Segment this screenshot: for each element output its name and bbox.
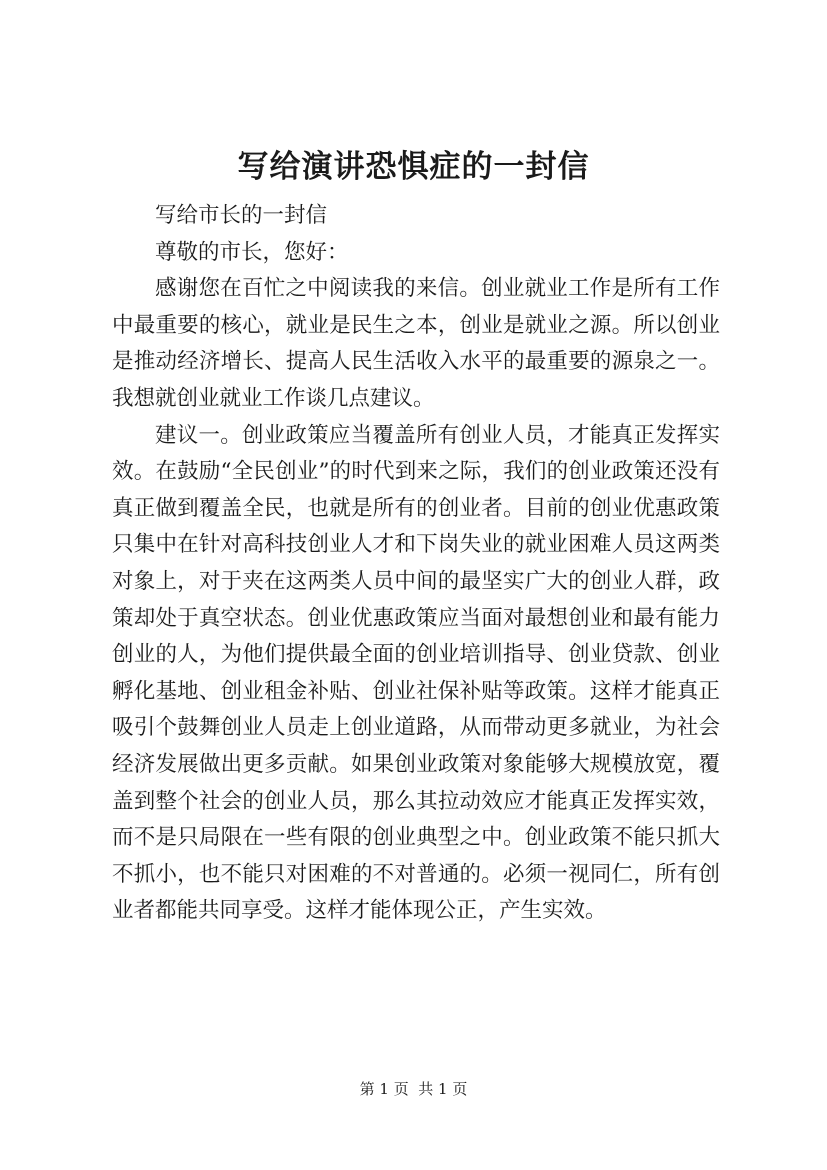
document-body [112, 198, 720, 930]
paragraph-greeting: 尊敬的市长，您好： [155, 239, 349, 265]
paragraph-subject: 写给市长的一封信 [155, 203, 328, 228]
paragraph-intro: 感谢您在百忙之中阅读我的来信。创业就业工作是所有工作中最重要的核心，就业是民生之本，创业是就业之源。所以创业是推动经济增长、提高人民生活收入水平的最重要的源泉之一。我想就创业就业工作谈几点建议。 [112, 276, 720, 411]
page-footer [0, 1079, 827, 1099]
paragraph-suggestion-one: 建议一。创业政策应当覆盖所有创业人员，才能真正发挥实效。在鼓励“全民创业”的时代到来之际，我们的创业政策还没有真正做到覆盖全民，也就是所有的创业者。目前的创业优惠政策只集中在针对高科技创业人才和下岗失业的就业困难人员这两类对象上，对于夹在这两类人员中间的最坚实广大的创业人群，政策却处于真空状态。创业优惠政策应当面对最想创业和最有能力创业的人，为他们提供最全面的创业培训指导、创业贷款、创业孵化基地、创业租金补贴、创业社保补贴等政策。这样才能真正吸引个鼓舞创业人员走上创业道路，从而带动更多就业，为社会经济发展做出更多贡献。如果创业政策对象能够大规模放宽，覆盖到整个社会的创业人员，那么其拉动效应才能真正发挥实效，而不是只局限在一些有限的创业典型之中。创业政策不能只抓大不抓小，也不能只对困难的不对普通的。必须一视同仁，所有创业者都能共同享受。这样才能体现公正，产生实效。 [112, 422, 720, 924]
document-title: 写给演讲恐惧症的一封信 [237, 149, 590, 185]
page-number-label: 第 1 页 共 1 页 [359, 1080, 468, 1098]
